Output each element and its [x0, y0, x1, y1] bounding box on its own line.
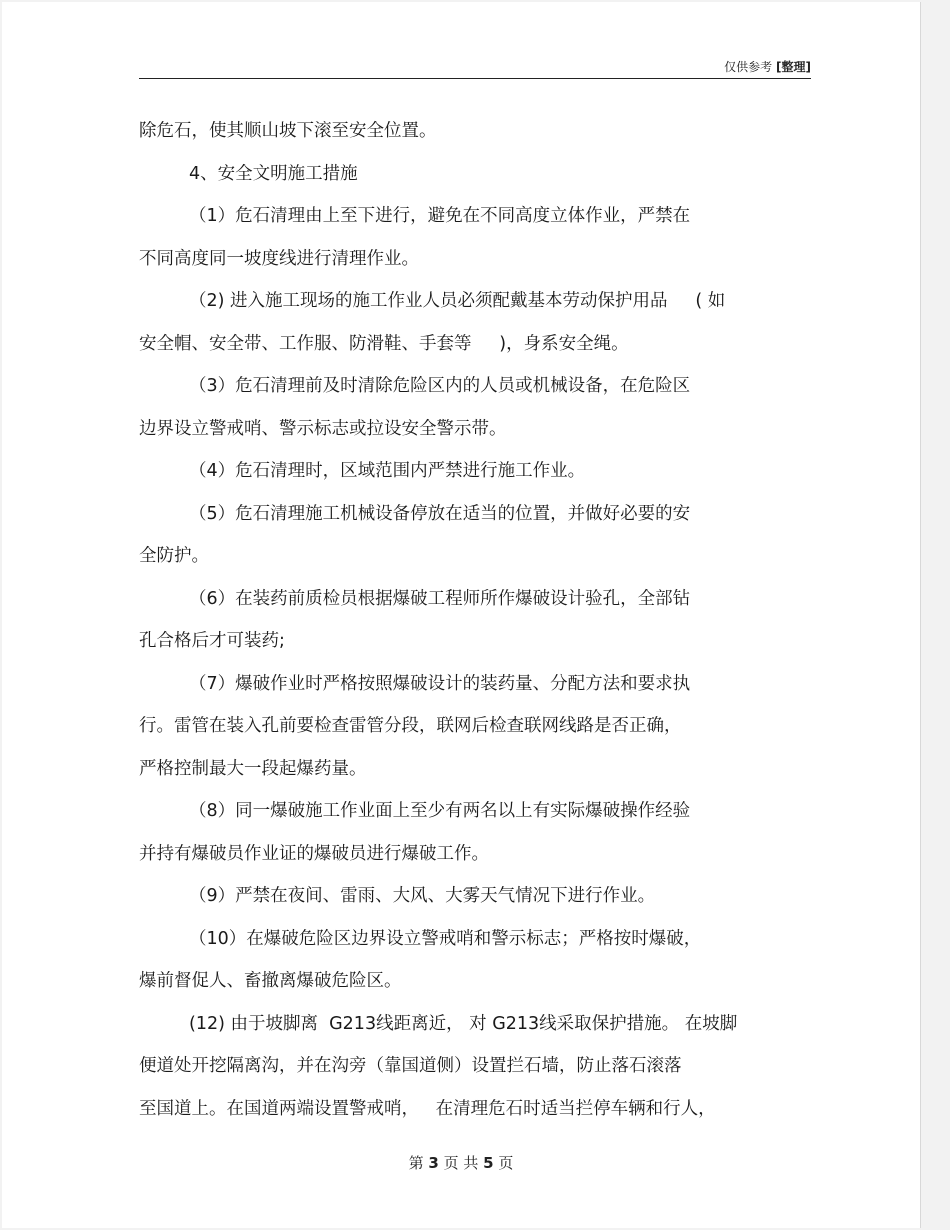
text-line: 安全帽、安全带、工作服、防滑鞋、手套等 )，身系安全绳。: [139, 333, 629, 354]
footer-mid: 页 共: [443, 1154, 479, 1172]
text-line: 并持有爆破员作业证的爆破员进行爆破工作。: [139, 843, 489, 864]
footer-total-pages: 5: [483, 1154, 494, 1172]
text-line: （6）在装药前质检员根据爆破工程师所作爆破设计验孔，全部钻: [189, 588, 691, 609]
footer-suffix: 页: [498, 1154, 514, 1172]
text-line: （7）爆破作业时严格按照爆破设计的装药量、分配方法和要求执: [189, 673, 691, 694]
footer-page-number: 3: [428, 1154, 439, 1172]
page-header: [139, 58, 811, 75]
header-rule: [139, 78, 811, 79]
text-line: （8）同一爆破施工作业面上至少有两名以上有实际爆破操作经验: [189, 801, 691, 821]
text-line: （10）在爆破危险区边界设立警戒哨和警示标志；严格按时爆破，: [189, 928, 702, 949]
page-footer: [2, 1152, 920, 1173]
text-line: （4）危石清理时，区域范围内严禁进行施工作业。: [189, 461, 586, 481]
text-line: 全防护。: [139, 546, 209, 566]
text-line: （2) 进入施工现场的施工作业人员必须配戴基本劳动保护用品 ( 如: [189, 291, 726, 311]
text-line: （1）危石清理由上至下进行，避免在不同高度立体作业，严禁在: [189, 206, 691, 226]
footer-prefix: 第: [408, 1154, 424, 1172]
text-line: 至国道上。在国道两端设置警戒哨， 在清理危石时适当拦停车辆和行人，: [139, 1098, 716, 1119]
text-line: （9）严禁在夜间、雷雨、大风、大雾天气情况下进行作业。: [189, 886, 656, 906]
text-line: 行。雷管在装入孔前要检查雷管分段，联网后检查联网线路是否正确，: [139, 716, 682, 736]
document-page: [2, 2, 921, 1228]
text-line: 孔合格后才可装药;: [139, 631, 285, 651]
text-line: 4、安全文明施工措施: [189, 163, 358, 184]
text-line: 爆前督促人、畜撤离爆破危险区。: [139, 971, 402, 991]
header-tag: [整理]: [776, 60, 811, 74]
text-line: 严格控制最大一段起爆药量。: [139, 758, 367, 779]
header-note: 仅供参考: [724, 60, 773, 74]
text-line: （3）危石清理前及时清除危险区内的人员或机械设备，在危险区: [189, 376, 691, 396]
text-line: 便道处开挖隔离沟，并在沟旁（靠国道侧）设置拦石墙，防止落石滚落: [139, 1056, 682, 1076]
body-text: [139, 110, 819, 1130]
text-line: (12) 由于坡脚离 G213线距离近， 对 G213线采取保护措施。 在坡脚: [189, 1013, 738, 1034]
text-line: 除危石，使其顺山坡下滚至安全位置。: [139, 121, 437, 141]
text-line: 不同高度同一坡度线进行清理作业。: [139, 248, 419, 269]
text-line: （5）危石清理施工机械设备停放在适当的位置，并做好必要的安: [189, 503, 691, 524]
text-line: 边界设立警戒哨、警示标志或拉设安全警示带。: [139, 418, 507, 439]
